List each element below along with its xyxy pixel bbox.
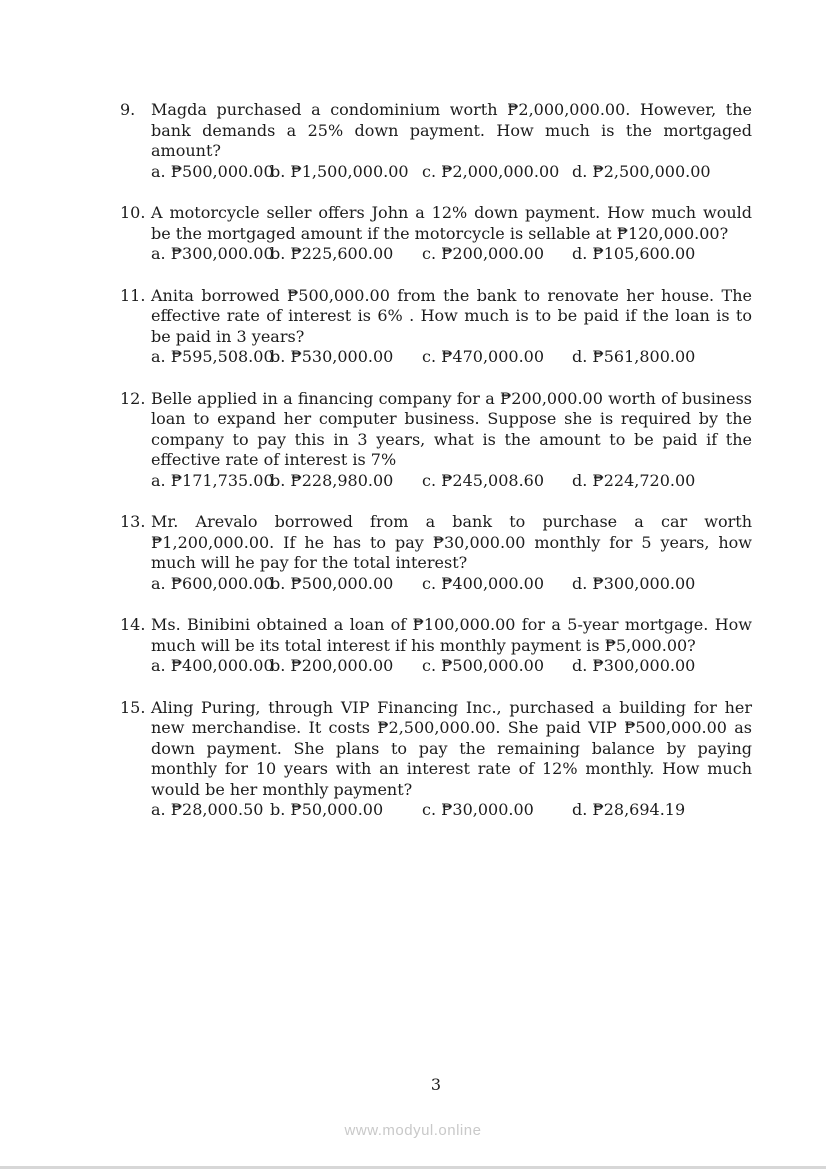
choice-b: b. ₱225,600.00 <box>270 244 394 263</box>
choice-c: c. ₱500,000.00 <box>422 656 545 675</box>
question-number: 9. <box>120 100 136 119</box>
question-list <box>120 100 752 842</box>
question <box>120 698 752 821</box>
choices-row <box>151 471 752 492</box>
choice-b: b. ₱1,500,000.00 <box>270 161 409 181</box>
choices-row <box>151 656 752 677</box>
choice-c: c. ₱245,008.60 <box>422 470 545 490</box>
question <box>120 203 752 265</box>
watermark: www.modyul.online <box>344 1122 482 1139</box>
question <box>120 286 752 368</box>
question-number: 14. <box>120 615 146 634</box>
question-body <box>151 100 752 182</box>
choice-d: d. ₱300,000.00 <box>572 573 696 593</box>
choice-d: d. ₱224,720.00 <box>572 470 696 490</box>
question-number: 13. <box>120 512 146 531</box>
question-text: Mr. Arevalo borrowed from a bank to purchase a car worth ₱1,200,000.00. If he has to pay ₱30,000.00 monthly for 5 years, how much will he pay for the total interest? <box>151 512 752 572</box>
choice-a: a. ₱500,000.00 <box>151 161 274 181</box>
question-body <box>151 512 752 594</box>
choice-c: c. ₱400,000.00 <box>422 573 545 593</box>
choices-row <box>151 347 752 368</box>
choices-row <box>151 162 752 183</box>
choice-b: b. ₱530,000.00 <box>270 347 394 366</box>
question-body <box>151 698 752 821</box>
choice-c: c. ₱2,000,000.00 <box>422 161 560 181</box>
question-number: 12. <box>120 388 146 408</box>
choice-b: b. ₱228,980.00 <box>270 470 394 490</box>
choice-d: d. ₱105,600.00 <box>572 244 696 263</box>
question-text: A motorcycle seller offers John a 12% down payment. How much would be the mortgaged amount if the motorcycle is sellable at ₱120,000.00? <box>151 203 752 243</box>
question-body <box>151 615 752 677</box>
question-body <box>151 203 752 265</box>
question <box>120 389 752 492</box>
choice-c: c. ₱200,000.00 <box>422 244 545 263</box>
choice-a: a. ₱595,508.00 <box>151 347 274 366</box>
choice-d: d. ₱2,500,000.00 <box>572 161 711 181</box>
choice-b: b. ₱50,000.00 <box>270 800 384 819</box>
question-body <box>151 389 752 492</box>
page-number: 3 <box>430 1075 442 1094</box>
question-text: Ms. Binibini obtained a loan of ₱100,000.00 for a 5-year mortgage. How much will be its total interest if his monthly payment is ₱5,000.00? <box>151 615 752 655</box>
choice-a: a. ₱600,000.00 <box>151 573 274 593</box>
question-text: Magda purchased a condominium worth ₱2,000,000.00. However, the bank demands a 25% down payment. How much is the mortgaged amount? <box>151 100 752 160</box>
choice-c: c. ₱30,000.00 <box>422 800 534 819</box>
question-number: 11. <box>120 285 146 305</box>
question-number: 10. <box>120 203 146 222</box>
choices-row <box>151 800 752 821</box>
choice-d: d. ₱300,000.00 <box>572 656 696 675</box>
choice-a: a. ₱28,000.50 <box>151 800 264 819</box>
choice-b: b. ₱200,000.00 <box>270 656 394 675</box>
choice-a: a. ₱400,000.00 <box>151 656 274 675</box>
choice-c: c. ₱470,000.00 <box>422 347 545 366</box>
choice-d: d. ₱28,694.19 <box>572 800 686 819</box>
question-number: 15. <box>120 697 146 717</box>
question-text: Aling Puring, through VIP Financing Inc., purchased a building for her new merchandise. It costs ₱2,500,000.00. She paid VIP ₱500,000.00 as down payment. She plans to pay the remaining balance by paying monthly for 10 years with an interest rate of 12% monthly. How much would be her monthly payment? <box>151 697 752 799</box>
choice-d: d. ₱561,800.00 <box>572 347 696 366</box>
choices-row <box>151 244 752 265</box>
question <box>120 615 752 677</box>
question-body <box>151 286 752 368</box>
question-text: Belle applied in a financing company for a ₱200,000.00 worth of business loan to expand her computer business. Suppose she is required by the company to pay this in 3 years, what is the amount to be paid if the effective rate of interest is 7% <box>151 388 752 469</box>
choice-a: a. ₱171,735.00 <box>151 470 274 490</box>
choice-a: a. ₱300,000.00 <box>151 244 274 263</box>
question-text: Anita borrowed ₱500,000.00 from the bank to renovate her house. The effective rate of interest is 6% . How much is to be paid if the loan is to be paid in 3 years? <box>151 285 752 346</box>
choices-row <box>151 574 752 595</box>
question <box>120 512 752 594</box>
choice-b: b. ₱500,000.00 <box>270 573 394 593</box>
question <box>120 100 752 182</box>
